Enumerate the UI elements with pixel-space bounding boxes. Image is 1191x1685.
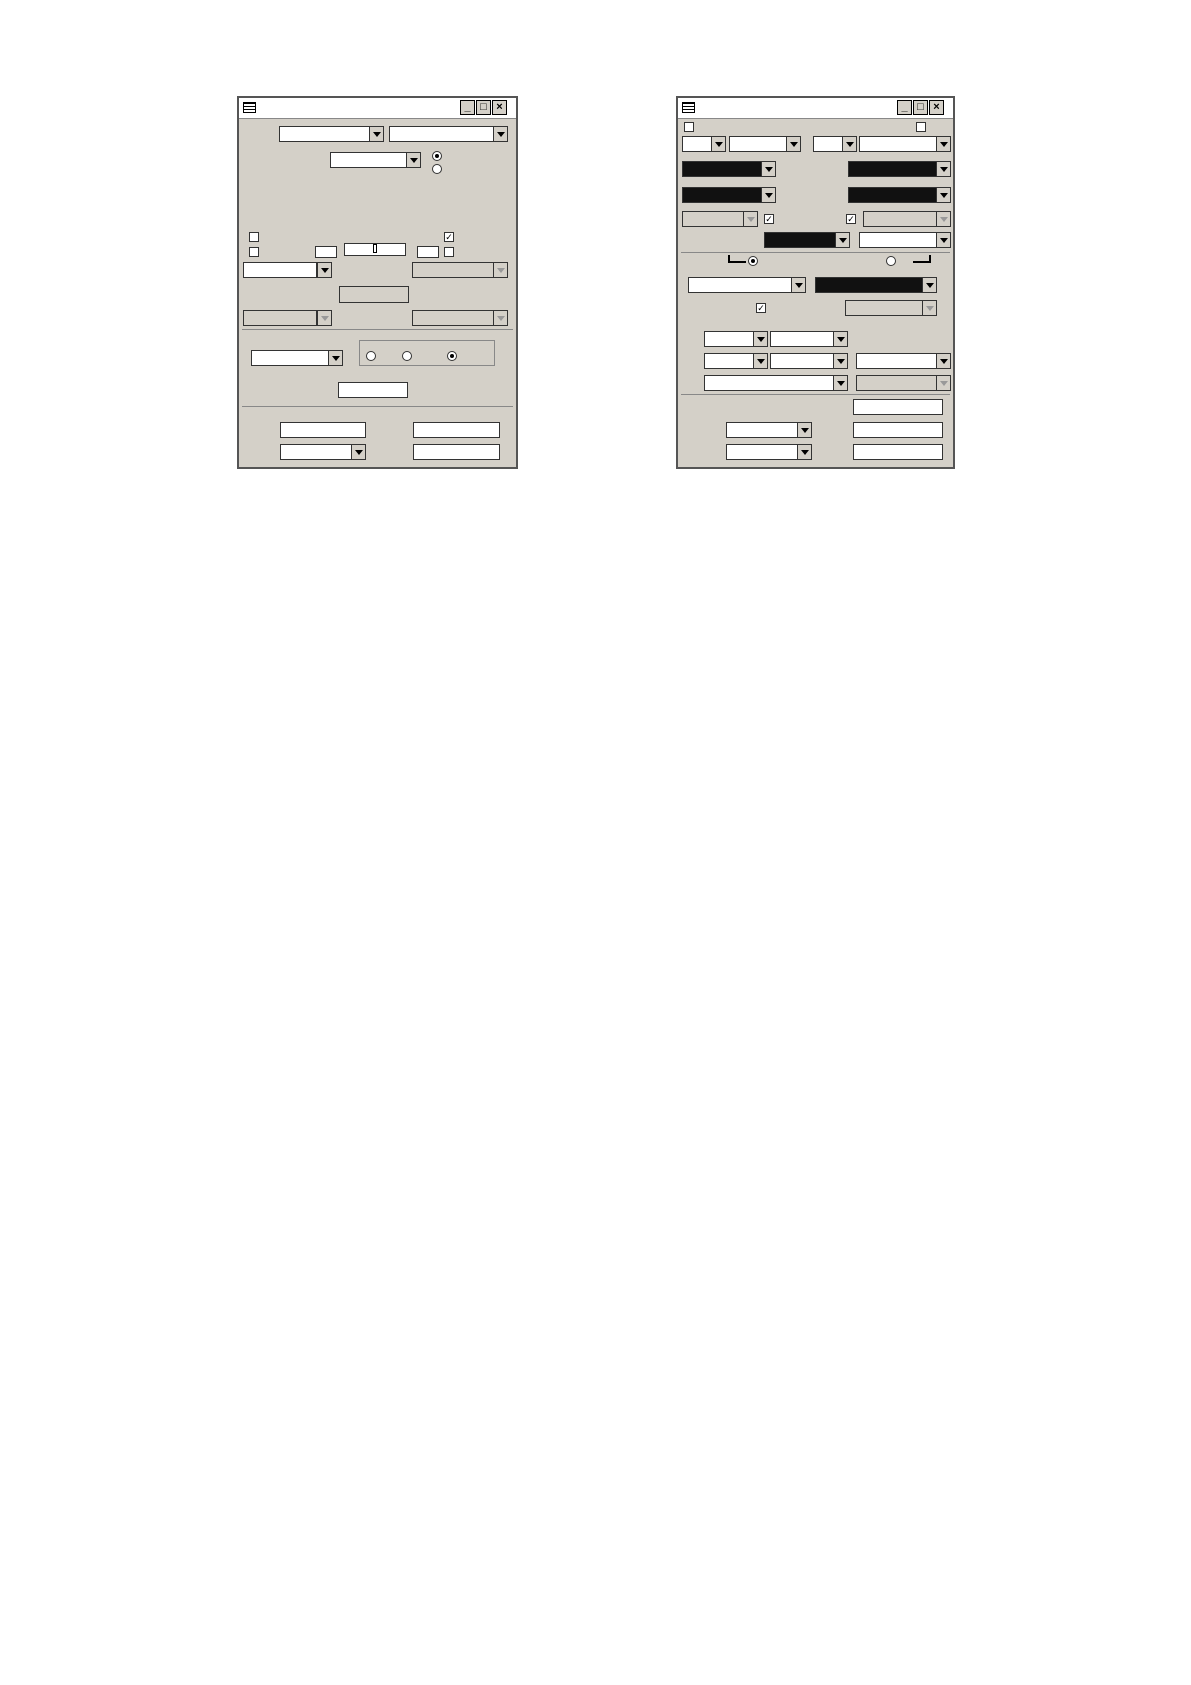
references-divider (681, 394, 950, 395)
waveform-select[interactable] (279, 126, 371, 142)
configuration-select[interactable] (251, 350, 329, 366)
auto-on-checkbox[interactable] (249, 232, 259, 242)
zout-40-radio[interactable] (366, 351, 376, 361)
outputs-master-toggle[interactable] (344, 243, 406, 256)
function-reading-value[interactable] (815, 277, 923, 293)
bw-high-select[interactable] (770, 353, 834, 369)
function-bracket-b (913, 255, 931, 263)
minimize-button[interactable]: _ (897, 100, 912, 115)
level-a-reading[interactable] (682, 161, 762, 177)
post-eq-a-select (243, 310, 317, 326)
eq-curve-button[interactable] (339, 286, 409, 303)
function-bracket-a (728, 255, 746, 263)
level-b-reading[interactable] (848, 161, 937, 177)
dc-b-checkbox[interactable] (916, 122, 926, 132)
level-a-unit-dropdown[interactable] (761, 161, 776, 177)
highpass-response-chart (180, 1045, 1020, 1395)
det-mode-dropdown[interactable] (833, 331, 848, 347)
watts-reference-input[interactable] (413, 444, 500, 460)
input-b-select[interactable] (859, 136, 937, 152)
window-menu-icon[interactable] (682, 102, 695, 113)
maximize-button[interactable]: □ (476, 100, 491, 115)
det-dropdown[interactable] (753, 331, 768, 347)
dbr-b-unit-dropdown[interactable] (797, 444, 812, 460)
dbr-reference-input[interactable] (280, 444, 352, 460)
range-b-select[interactable] (813, 136, 843, 152)
bw-low-dropdown[interactable] (753, 353, 768, 369)
bw-high-dropdown[interactable] (833, 353, 848, 369)
flat-response-chart (180, 530, 1020, 930)
phase-unit-dropdown[interactable] (835, 232, 850, 248)
post-eq-a-dropdown (317, 310, 332, 326)
range-a-select[interactable] (682, 136, 712, 152)
freq-a-unit-dropdown[interactable] (761, 187, 776, 203)
invert-a-checkbox[interactable] (249, 247, 259, 257)
function-range-select (845, 300, 923, 316)
close-button[interactable]: × (929, 100, 944, 115)
phase-reading[interactable] (764, 232, 836, 248)
range-a-dropdown[interactable] (711, 136, 726, 152)
range-b-readout-dropdown (936, 211, 951, 227)
amplitude-a-unit-dropdown[interactable] (317, 262, 332, 278)
function-select[interactable] (688, 277, 792, 293)
maximize-button[interactable]: □ (913, 100, 928, 115)
range-b-readout-select (863, 211, 937, 227)
configuration-dropdown[interactable] (328, 350, 343, 366)
range-b-dropdown[interactable] (842, 136, 857, 152)
window-menu-icon[interactable] (243, 102, 256, 113)
minimize-button[interactable]: _ (460, 100, 475, 115)
invert-b-checkbox[interactable] (444, 247, 454, 257)
filter-freq-dropdown (936, 375, 951, 391)
filter-freq-select (856, 375, 937, 391)
waveform-mode-dropdown-button[interactable] (493, 126, 508, 142)
references-divider (242, 406, 513, 407)
post-eq-b-dropdown (493, 310, 508, 326)
level-b-unit-dropdown[interactable] (936, 161, 951, 177)
freq-a-reading[interactable] (682, 187, 762, 203)
input-a-dropdown[interactable] (786, 136, 801, 152)
dbm-reference-input[interactable] (280, 422, 366, 438)
amplitude-b-input (412, 262, 494, 278)
function-dropdown[interactable] (791, 277, 806, 293)
frequency-unit-dropdown[interactable] (406, 152, 421, 168)
phase-mode-dropdown[interactable] (936, 232, 951, 248)
dc-a-checkbox[interactable] (684, 122, 694, 132)
outputs-state (373, 244, 377, 253)
dbr-b-input[interactable] (726, 444, 798, 460)
waveform-mode-select[interactable] (389, 126, 495, 142)
post-eq-b-select (412, 310, 494, 326)
generator-divider (242, 329, 513, 330)
analog-generator-window (237, 96, 518, 469)
ref-freq-input[interactable] (853, 399, 943, 415)
filter-select[interactable] (704, 375, 834, 391)
function-a-radio[interactable] (748, 256, 758, 266)
zout-150-radio[interactable] (402, 351, 412, 361)
sample-rate-input[interactable] (338, 382, 408, 398)
dbr-a-input[interactable] (726, 422, 798, 438)
generator-title-bar[interactable] (239, 98, 516, 119)
track-a-checkbox[interactable]: ✓ (445, 232, 453, 242)
dbr-unit-dropdown[interactable] (351, 444, 366, 460)
analog-analyzer-window (676, 96, 955, 469)
channel-a-output-toggle[interactable] (315, 246, 337, 258)
function-unit-dropdown[interactable] (922, 277, 937, 293)
channel-b-output-toggle[interactable] (417, 246, 439, 258)
filter-dropdown[interactable] (833, 375, 848, 391)
range-a-readout-dropdown (743, 211, 758, 227)
auto-range-checkbox[interactable]: ✓ (765, 214, 773, 224)
input-b-dropdown[interactable] (936, 136, 951, 152)
function-range-dropdown (922, 300, 937, 316)
freq-reference-input[interactable] (413, 422, 500, 438)
high-acc-radio[interactable] (432, 164, 442, 174)
function-divider (681, 252, 950, 253)
waveform-dropdown-button[interactable] (369, 126, 384, 142)
watts-input[interactable] (853, 422, 943, 438)
det-select[interactable] (704, 331, 754, 347)
bw-low-select[interactable] (704, 353, 754, 369)
input-a-select[interactable] (729, 136, 787, 152)
analyzer-title-bar[interactable] (678, 98, 953, 119)
dbm-input[interactable] (853, 444, 943, 460)
phase-mode-select[interactable] (859, 232, 937, 248)
freq-b-unit-dropdown[interactable] (936, 187, 951, 203)
auto-range-2-checkbox[interactable]: ✓ (757, 303, 765, 313)
sweep-track-dropdown[interactable] (936, 353, 951, 369)
close-button[interactable]: × (492, 100, 507, 115)
range-a-readout-select (682, 211, 744, 227)
dbr-a-unit-dropdown[interactable] (797, 422, 812, 438)
zout-group (359, 340, 495, 366)
auto-range-b-checkbox[interactable]: ✓ (847, 214, 855, 224)
fast-radio[interactable] (432, 151, 442, 161)
freq-b-reading[interactable] (848, 187, 937, 203)
sweep-track-select[interactable] (856, 353, 937, 369)
function-b-radio[interactable] (886, 256, 896, 266)
frequency-input[interactable] (330, 152, 408, 168)
amplitude-b-unit-dropdown (493, 262, 508, 278)
amplitude-a-input[interactable] (243, 262, 317, 278)
zout-600-radio[interactable] (447, 351, 457, 361)
det-mode-select[interactable] (770, 331, 834, 347)
